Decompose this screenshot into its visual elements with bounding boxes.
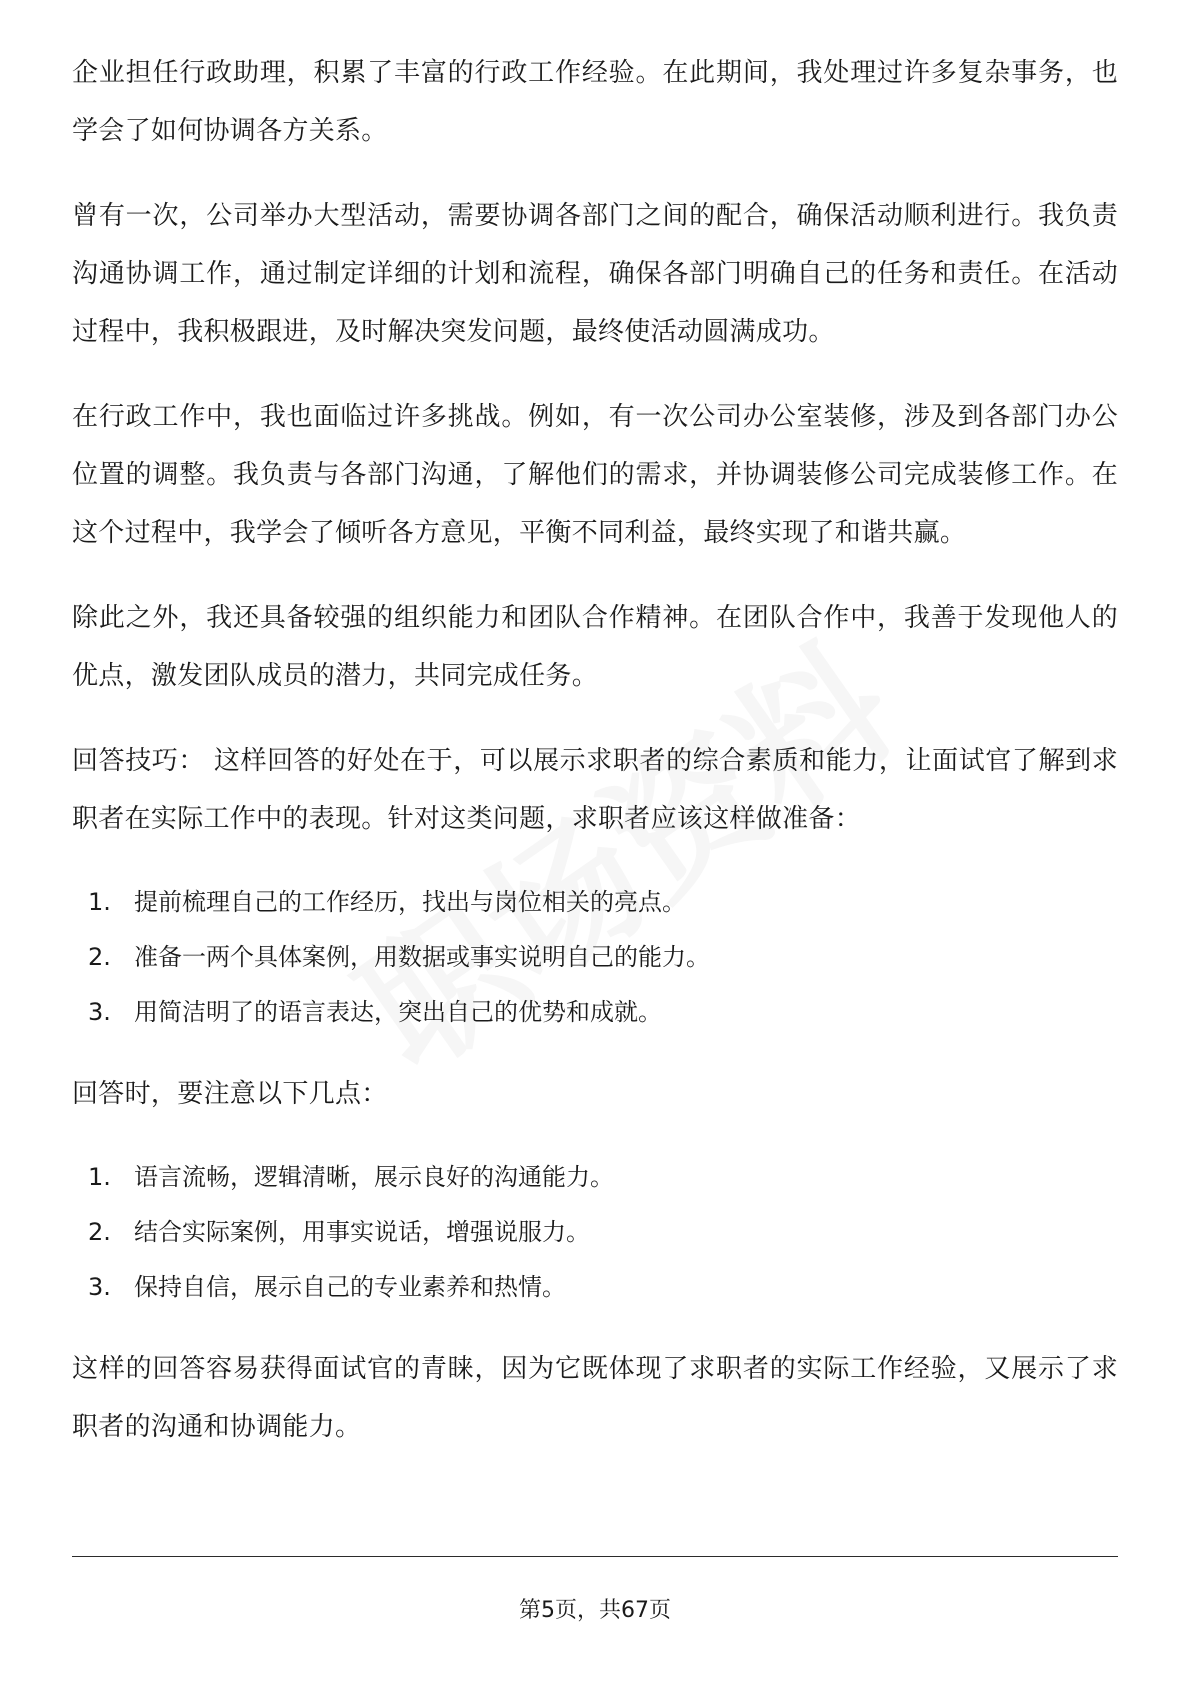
preparation-list (72, 875, 1118, 1040)
page-content (72, 44, 1118, 1483)
page-number: 第5页，共67页 (519, 1598, 671, 1623)
list-text: 保持自信，展示自己的专业素养和热情。 (134, 1273, 566, 1301)
list-number: 3. (88, 1273, 111, 1301)
list-item (72, 1260, 1118, 1315)
paragraph-event-coordination: 曾有一次，公司举办大型活动，需要协调各部门之间的配合，确保活动顺利进行。我负责沟通协调工作，通过制定详细的计划和流程，确保各部门明确自己的任务和责任。在活动过程中，我积极跟进，及时解决突发问题，最终使活动圆满成功。 (72, 201, 1118, 347)
list-item (72, 1150, 1118, 1205)
list-item (72, 930, 1118, 985)
list-text: 结合实际案例，用事实说话，增强说服力。 (134, 1218, 590, 1246)
paragraph-answer-notes-intro: 回答时，要注意以下几点： (72, 1079, 388, 1109)
paragraph-teamwork: 除此之外，我还具备较强的组织能力和团队合作精神。在团队合作中，我善于发现他人的优点，激发团队成员的潜力，共同完成任务。 (72, 603, 1118, 691)
list-number: 2. (88, 1218, 111, 1246)
paragraph-conclusion: 这样的回答容易获得面试官的青睐，因为它既体现了求职者的实际工作经验，又展示了求职者的沟通和协调能力。 (72, 1354, 1118, 1442)
list-item (72, 1205, 1118, 1260)
list-item (72, 875, 1118, 930)
notes-list (72, 1150, 1118, 1315)
list-text: 提前梳理自己的工作经历，找出与岗位相关的亮点。 (134, 888, 686, 916)
list-text: 用简洁明了的语言表达，突出自己的优势和成就。 (134, 998, 662, 1026)
list-number: 1. (88, 1163, 111, 1191)
paragraph-answer-tips: 回答技巧： 这样回答的好处在于，可以展示求职者的综合素质和能力，让面试官了解到求职者在实际工作中的表现。针对这类问题，求职者应该这样做准备： (72, 746, 1118, 834)
list-text: 语言流畅，逻辑清晰，展示良好的沟通能力。 (134, 1163, 614, 1191)
list-number: 2. (88, 943, 111, 971)
list-number: 1. (88, 888, 111, 916)
list-text: 准备一两个具体案例，用数据或事实说明自己的能力。 (134, 943, 710, 971)
paragraph-office-renovation: 在行政工作中，我也面临过许多挑战。例如，有一次公司办公室装修，涉及到各部门办公位置的调整。我负责与各部门沟通，了解他们的需求，并协调装修公司完成装修工作。在这个过程中，我学会了倾听各方意见，平衡不同利益，最终实现了和谐共赢。 (72, 402, 1118, 548)
footer-divider (72, 1556, 1118, 1557)
paragraph-admin-experience: 企业担任行政助理，积累了丰富的行政工作经验。在此期间，我处理过许多复杂事务，也学会了如何协调各方关系。 (72, 58, 1118, 146)
list-item (72, 985, 1118, 1040)
list-number: 3. (88, 998, 111, 1026)
